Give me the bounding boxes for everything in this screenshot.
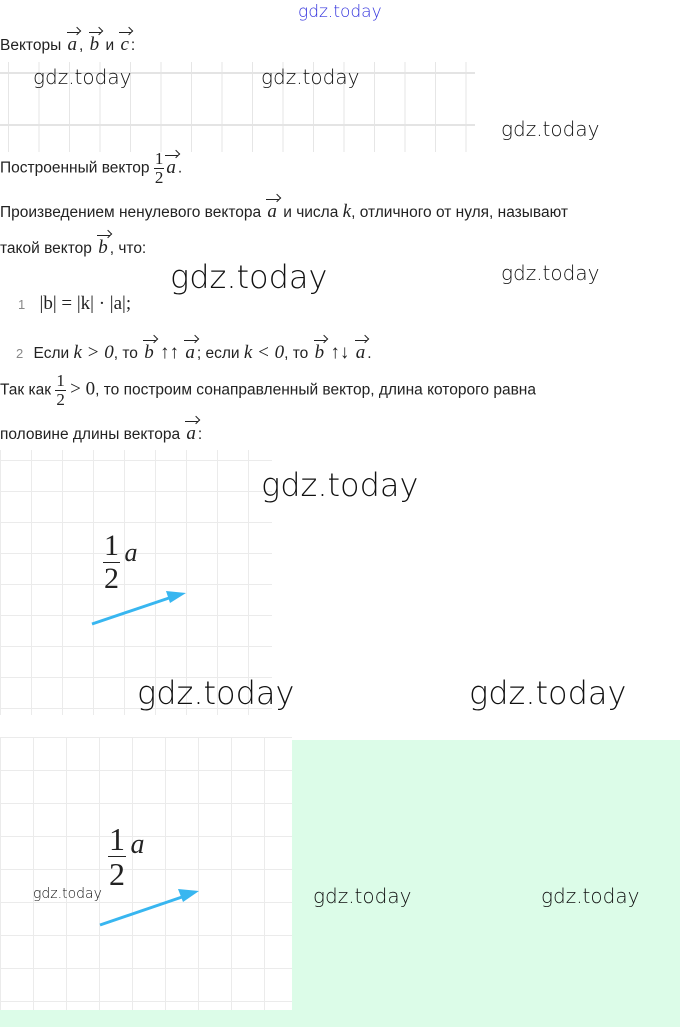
label: Построенный вектор: [0, 159, 150, 177]
denominator: 2: [109, 856, 125, 892]
text: половине длины вектора: [0, 426, 181, 443]
vector-a: a: [355, 342, 366, 363]
half-vector-arrow-2: [0, 730, 300, 1030]
watermark: gdz.today: [170, 258, 328, 296]
inequality: > 0: [70, 378, 96, 400]
vector-c: c: [120, 34, 129, 55]
text: Если: [33, 345, 70, 362]
watermark: gdz.today: [541, 884, 640, 908]
vector-b: b: [144, 342, 154, 363]
text: , что:: [109, 240, 147, 257]
arrow-shaft: [92, 597, 172, 624]
numerator: 1: [56, 371, 65, 390]
arrow-shaft: [100, 896, 185, 925]
vector-a: a: [166, 156, 176, 178]
text: такой вектор: [0, 240, 92, 257]
vector-b: b: [98, 237, 108, 258]
period: .: [367, 345, 372, 362]
watermark: gdz.today: [501, 261, 600, 285]
constructed-vector-line: [0, 150, 182, 187]
watermark: gdz.today: [261, 466, 419, 504]
vector-b: b: [89, 34, 100, 55]
fraction: [55, 372, 66, 409]
text: , то построим сонаправленный вектор, длина которого равна: [95, 381, 536, 399]
arrow-head: [166, 591, 186, 603]
label: и: [105, 37, 115, 54]
k: k: [342, 201, 352, 222]
watermark: gdz.today: [33, 886, 102, 902]
numerator: 1: [104, 529, 119, 562]
watermark: gdz.today: [261, 65, 360, 89]
definition-line-2: [0, 237, 146, 259]
numerator: 1: [109, 821, 125, 857]
codirectional-symbol: ↑↑: [160, 342, 180, 363]
opposite-symbol: ↑↓: [330, 342, 350, 363]
numerator: 1: [154, 149, 164, 168]
denominator: 2: [104, 562, 119, 595]
watermark: gdz.today: [501, 117, 600, 141]
item-number: 1: [18, 297, 26, 312]
text: и числа: [283, 204, 339, 221]
vector-b: b: [314, 342, 325, 363]
denominator: 2: [56, 390, 65, 409]
arrow-head: [178, 889, 199, 902]
watermark-top: gdz.today: [298, 2, 382, 22]
vector-a-label: a: [124, 537, 138, 567]
since-line-1: [0, 372, 536, 409]
text: , то: [113, 345, 138, 362]
text: , то: [284, 345, 309, 362]
condition: k > 0: [73, 342, 114, 363]
colon: :: [130, 37, 136, 54]
vector-a: a: [267, 201, 277, 222]
list-item-2: [16, 342, 372, 364]
formula: |b| = |k| · |a|;: [39, 293, 132, 314]
watermark: gdz.today: [469, 674, 627, 712]
item-number: 2: [16, 346, 24, 361]
watermark: gdz.today: [313, 884, 412, 908]
text: Так как: [0, 381, 52, 399]
colon: :: [197, 426, 203, 443]
watermark: gdz.today: [137, 674, 295, 712]
vectors-line: [0, 34, 135, 56]
text: Произведением ненулевого вектора: [0, 204, 262, 221]
condition: k < 0: [243, 342, 285, 363]
vector-a: a: [67, 34, 78, 55]
vector-a: a: [186, 423, 196, 444]
fraction: [154, 150, 165, 187]
vector-a: a: [185, 342, 195, 363]
label: Векторы: [0, 37, 62, 54]
watermark: gdz.today: [33, 65, 132, 89]
sep: ,: [79, 37, 84, 54]
vector-a-label: a: [130, 828, 145, 860]
definition-line-1: [0, 201, 568, 223]
period: .: [177, 159, 183, 177]
denominator: 2: [154, 168, 164, 187]
text: , отличного от нуля, называют: [351, 204, 568, 221]
text: ; если: [196, 345, 240, 362]
list-item-1: [18, 293, 131, 315]
